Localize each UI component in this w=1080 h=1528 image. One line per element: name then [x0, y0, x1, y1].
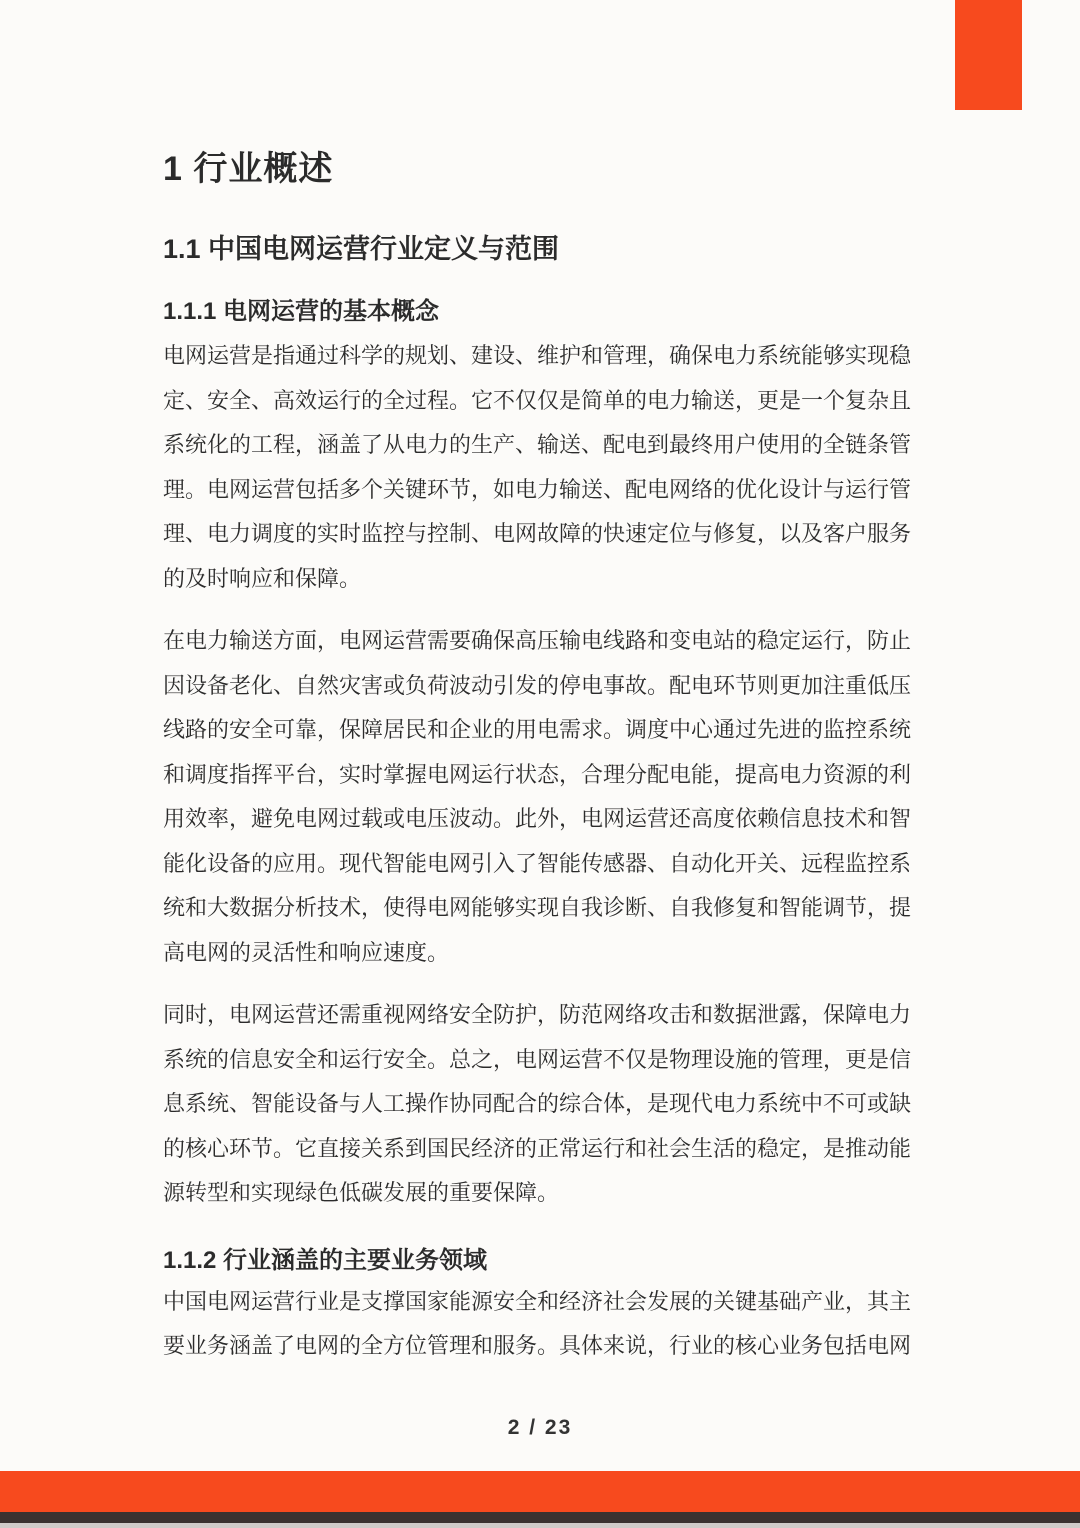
body-paragraph: 电网运营是指通过科学的规划、建设、维护和管理，确保电力系统能够实现稳定、安全、高效运行的全过程。它不仅仅是简单的电力输送，更是一个复杂且系统化的工程，涵盖了从电力的生产、输送、配电到最终用户使用的全链条管理。电网运营包括多个关键环节，如电力输送、配电网络的优化设计与运行管理、电力调度的实时监控与控制、电网故障的快速定位与修复，以及客户服务的及时响应和保障。: [163, 343, 912, 591]
page-number: 2 / 23: [507, 1416, 573, 1439]
body-paragraph: 同时，电网运营还需重视网络安全防护，防范网络攻击和数据泄露，保障电力系统的信息安全和运行安全。总之，电网运营不仅是物理设施的管理，更是信息系统、智能设备与人工操作协同配合的综合体，是现代电力系统中不可或缺的核心环节。它直接关系到国民经济的正常运行和社会生活的稳定，是推动能源转型和实现绿色低碳发展的重要保障。: [163, 1002, 912, 1205]
section-title: 1.1 中国电网运营行业定义与范围: [163, 234, 560, 264]
subsection-title-1: 1.1.1 电网运营的基本概念: [163, 298, 440, 325]
bottom-accent-bar: [0, 1471, 1080, 1512]
subsection-title-2: 1.1.2 行业涵盖的主要业务领域: [163, 1246, 488, 1274]
body-paragraph: 中国电网运营行业是支撑国家能源安全和经济社会发展的关键基础产业，其主要业务涵盖了电网的全方位管理和服务。具体来说，行业的核心业务包括电网: [163, 1288, 912, 1358]
bottom-edge-dark-strip: [0, 1512, 1080, 1523]
body-paragraph: 在电力输送方面，电网运营需要确保高压输电线路和变电站的稳定运行，防止因设备老化、自然灾害或负荷波动引发的停电事故。配电环节则更加注重低压线路的安全可靠，保障居民和企业的用电需求。调度中心通过先进的监控系统和调度指挥平台，实时掌握电网运行状态，合理分配电能，提高电力资源的利用效率，避免电网过载或电压波动。此外，电网运营还高度依赖信息技术和智能化设备的应用。现代智能电网引入了智能传感器、自动化开关、远程监控系统和大数据分析技术，使得电网能够实现自我诊断、自我修复和智能调节，提高电网的灵活性和响应速度。: [163, 628, 912, 965]
chapter-title: 1 行业概述: [163, 150, 334, 188]
bottom-edge-light-strip: [0, 1523, 1080, 1528]
